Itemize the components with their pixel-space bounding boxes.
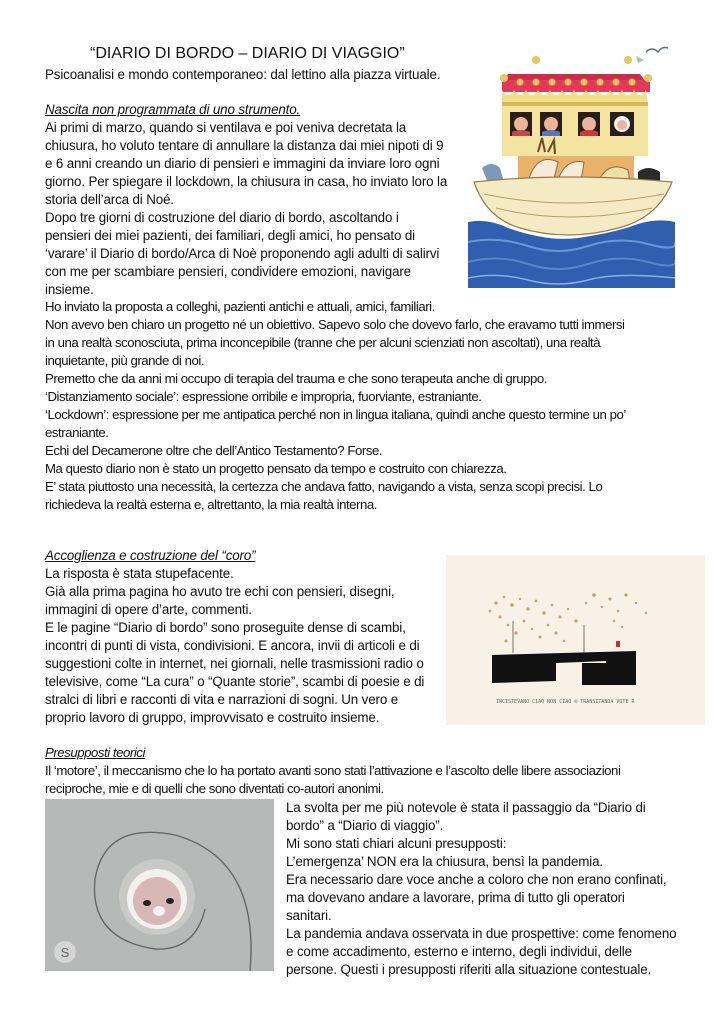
paragraph-line: Il ‘motore’, il meccanismo che lo ha portato avanti sono stati l’attivazione e l’ascolto delle libere associazioni bbox=[45, 763, 621, 778]
paragraph-line: ‘Distanziamento sociale’: espressione orribile e impropria, fuorviante, estraniante. bbox=[45, 389, 482, 404]
paragraph-line: Era necessario dare voce anche a coloro che non erano confinati, bbox=[286, 872, 667, 887]
section-heading: Presupposti teorici bbox=[45, 745, 145, 760]
bridge-artwork-image bbox=[446, 555, 705, 725]
paragraph-line: richiedeva la realtà esterna e, altrettanto, la mia realtà interna. bbox=[45, 497, 377, 512]
paragraph-line: incontri di punti di vista, condivisioni. E ancora, invii di articoli e di bbox=[45, 638, 420, 653]
paragraph-line: Non avevo ben chiaro un progetto né un obiettivo. Sapevo solo che dovevo farlo, che eravamo tutti immersi bbox=[45, 317, 625, 332]
paragraph-line: ‘varare’ il Diario di bordo/Arca di Noè proponendo agli adulti di salirvi bbox=[45, 246, 440, 261]
paragraph-line: La svolta per me più notevole è stata il passaggio da “Diario di bbox=[286, 800, 646, 815]
paragraph-line: e come accadimento, esterno e interno, degli individui, delle bbox=[286, 944, 632, 959]
spiral-photo bbox=[45, 799, 274, 971]
paragraph-line: immagini di opere d’arte, commenti. bbox=[45, 602, 252, 617]
paragraph-line: Ho inviato la proposta a colleghi, pazienti antichi e attuali, amici, familiari. bbox=[45, 299, 435, 314]
paragraph-line: Ma questo diario non è stato un progetto pensato da tempo e costruito con chiarezza. bbox=[45, 461, 507, 476]
paragraph-line: Ai primi di marzo, quando si ventilava e poi veniva decretata la bbox=[45, 120, 407, 135]
paragraph-line: Già alla prima pagina ho avuto tre echi con pensieri, disegni, bbox=[45, 584, 395, 599]
paragraph-line: La risposta è stata stupefacente. bbox=[45, 566, 234, 581]
paragraph-line: reciproche, mie e di quelli che sono diventati co-autori anonimi. bbox=[45, 781, 384, 796]
paragraph-line: chiusura, ho voluto tentare di annullare la distanza dai miei nipoti di 9 bbox=[45, 138, 444, 153]
paragraph-line: sanitari. bbox=[286, 908, 332, 923]
section-heading: Accoglienza e costruzione del “coro” bbox=[45, 548, 256, 563]
paragraph-line: stralci di libri e racconti di vita e narrazioni di sogni. Un vero e bbox=[45, 692, 398, 707]
paragraph-line: giorno. Per spiegare il lockdown, la chiusura in casa, ho inviato loro la bbox=[45, 174, 448, 189]
paragraph-line: televisive, come “La cura” o “Quante storie”, scambi di poesie e di bbox=[45, 674, 425, 689]
paragraph-line: pensieri dei miei pazienti, dei familiari, degli amici, ho pensato di bbox=[45, 228, 415, 243]
paragraph-line: storia dell’arca di Noé. bbox=[45, 192, 174, 207]
paragraph-line: suggestioni colte in internet, nei giornali, nelle trasmissioni radio o bbox=[45, 656, 424, 671]
paragraph-line: persone. Questi i presupposti riferiti alla situazione contestuale. bbox=[286, 962, 652, 977]
noahs-ark-illustration bbox=[468, 42, 675, 288]
artwork-caption: INCISTEVANO CIAO NON CIAO ® TRANSITANDA VOTE R bbox=[496, 699, 635, 705]
paragraph-line: Echi del Decamerone oltre che dell’Antico Testamento? Forse. bbox=[45, 443, 383, 458]
paragraph-line: Mi sono stati chiari alcuni presupposti: bbox=[286, 836, 507, 851]
paragraph-line: bordo” a “Diario di viaggio”. bbox=[286, 818, 444, 833]
paragraph-line: estraniante. bbox=[45, 425, 109, 440]
paragraph-line: inquietante, più grande di noi. bbox=[45, 353, 205, 368]
paragraph-line: e 6 anni creando un diario di pensieri e immagini da inviare loro ogni bbox=[45, 156, 440, 171]
paragraph-line: proprio lavoro di gruppo, improvvisato e costruito insieme. bbox=[45, 710, 380, 725]
paragraph-line: E le pagine “Diario di bordo” sono proseguite dense di scambi, bbox=[45, 620, 406, 635]
paragraph-line: Premetto che da anni mi occupo di terapia del trauma e che sono terapeuta anche di gruppo. bbox=[45, 371, 547, 386]
paragraph-line: E’ stata piuttosto una necessità, la certezza che andava fatto, navigando a vista, senza scopi precisi. Lo bbox=[45, 479, 603, 494]
photo-badge: S bbox=[60, 945, 70, 960]
paragraph-line: con me per scambiare pensieri, condividere emozioni, navigare bbox=[45, 264, 411, 279]
paragraph-line: L’emergenza’ NON era la chiusura, bensì la pandemia. bbox=[286, 854, 603, 869]
paragraph-line: in una realtà sconosciuta, prima inconcepibile (tranne che per alcuni scienziati non ascoltati), una realtà bbox=[45, 335, 601, 350]
paragraph-line: La pandemia andava osservata in due prospettive: come fenomeno bbox=[286, 926, 677, 941]
document-title: “DIARIO DI BORDO – DIARIO DI VIAGGIO” bbox=[90, 45, 405, 62]
paragraph-line: ma dovevano andare a lavorare, prima di tutto gli operatori bbox=[286, 890, 625, 905]
paragraph-line: ‘Lockdown’: espressione per me antipatica perché non in lingua italiana, quindi anche questo termine un po’ bbox=[45, 407, 626, 422]
section-heading: Nascita non programmata di uno strumento. bbox=[45, 102, 301, 117]
document-subtitle: Psicoanalisi e mondo contemporaneo: dal lettino alla piazza virtuale. bbox=[45, 67, 441, 82]
paragraph-line: insieme. bbox=[45, 282, 94, 297]
paragraph-line: Dopo tre giorni di costruzione del diario di bordo, ascoltando i bbox=[45, 210, 399, 225]
